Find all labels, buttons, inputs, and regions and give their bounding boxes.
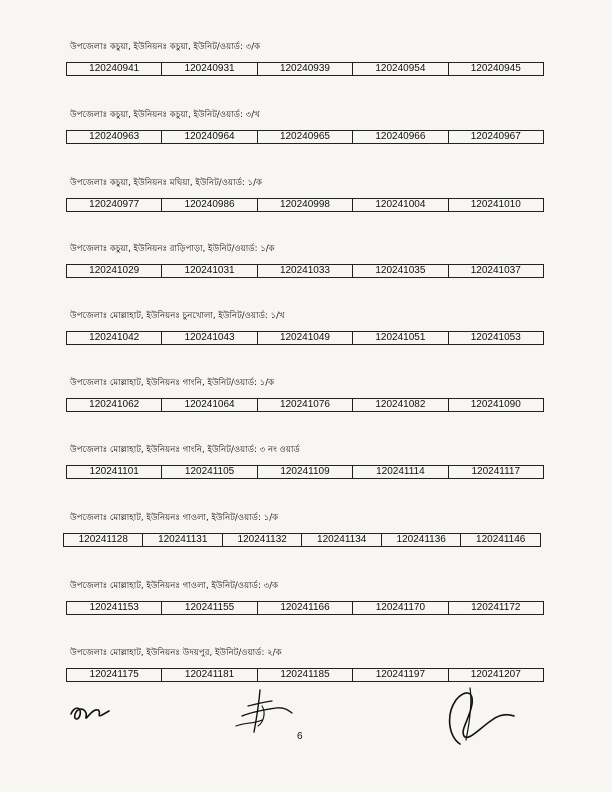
id-cell: 120241117 bbox=[448, 466, 543, 479]
id-table bbox=[66, 668, 544, 682]
id-cell: 120241146 bbox=[461, 534, 541, 547]
id-cell: 120241029 bbox=[67, 265, 162, 278]
id-cell: 120241181 bbox=[162, 669, 257, 682]
signature-center bbox=[232, 686, 294, 736]
id-cell: 120240965 bbox=[257, 131, 352, 144]
id-cell: 120240941 bbox=[67, 63, 162, 76]
section-heading: উপজেলাঃ কচুয়া, ইউনিয়নঃ কচুয়া, ইউনিট/ওয়ার্ড: ৩/খ bbox=[70, 110, 260, 120]
id-cell: 120240939 bbox=[257, 63, 352, 76]
id-cell: 120241166 bbox=[257, 602, 352, 615]
id-cell: 120241131 bbox=[143, 534, 222, 547]
id-cell: 120240986 bbox=[162, 199, 257, 212]
id-cell: 120241062 bbox=[67, 399, 162, 412]
id-table bbox=[66, 398, 544, 412]
id-cell: 120241132 bbox=[222, 534, 301, 547]
id-cell: 120241128 bbox=[64, 534, 143, 547]
id-cell: 120241170 bbox=[353, 602, 448, 615]
id-cell: 120241172 bbox=[448, 602, 543, 615]
section-heading: উপজেলাঃ মোল্লাহাট, ইউনিয়নঃ চুনখোলা, ইউনিট/ওয়ার্ড: ১/খ bbox=[70, 311, 285, 321]
section-heading: উপজেলাঃ মোল্লাহাট, ইউনিয়নঃ উদয়পুর, ইউনিট/ওয়ার্ড: ২/ক bbox=[70, 648, 282, 658]
id-cell: 120240963 bbox=[67, 131, 162, 144]
id-cell: 120241136 bbox=[381, 534, 460, 547]
id-cell: 120241031 bbox=[162, 265, 257, 278]
page-number: 6 bbox=[297, 731, 303, 742]
section-heading: উপজেলাঃ কচুয়া, ইউনিয়নঃ মঘিয়া, ইউনিট/ওয়ার্ড: ১/ক bbox=[70, 178, 263, 188]
id-cell: 120241049 bbox=[257, 332, 352, 345]
id-table bbox=[66, 465, 544, 479]
id-cell: 120241197 bbox=[353, 669, 448, 682]
id-cell: 120241155 bbox=[162, 602, 257, 615]
id-cell: 120241082 bbox=[353, 399, 448, 412]
id-cell: 120240967 bbox=[448, 131, 543, 144]
id-cell: 120241033 bbox=[257, 265, 352, 278]
id-cell: 120241037 bbox=[448, 265, 543, 278]
section-heading: উপজেলাঃ মোল্লাহাট, ইউনিয়নঃ গাংনি, ইউনিট/ওয়ার্ড: ১/ক bbox=[70, 378, 275, 388]
id-cell: 120240931 bbox=[162, 63, 257, 76]
id-cell: 120241076 bbox=[257, 399, 352, 412]
id-cell: 120240977 bbox=[67, 199, 162, 212]
id-cell: 120241101 bbox=[67, 466, 162, 479]
id-table bbox=[66, 601, 544, 615]
id-cell: 120240966 bbox=[353, 131, 448, 144]
id-cell: 120241043 bbox=[162, 332, 257, 345]
id-table bbox=[66, 331, 544, 345]
section-heading: উপজেলাঃ মোল্লাহাট, ইউনিয়নঃ গাওলা, ইউনিট/ওয়ার্ড: ৩/ক bbox=[70, 581, 279, 591]
signature-mark-left bbox=[68, 700, 112, 726]
id-cell: 120241090 bbox=[448, 399, 543, 412]
id-table bbox=[66, 130, 544, 144]
id-cell: 120241035 bbox=[353, 265, 448, 278]
id-cell: 120241004 bbox=[353, 199, 448, 212]
id-cell: 120241134 bbox=[302, 534, 381, 547]
id-cell: 120240964 bbox=[162, 131, 257, 144]
section-heading: উপজেলাঃ মোল্লাহাট, ইউনিয়নঃ গাওলা, ইউনিট/ওয়ার্ড: ১/ক bbox=[70, 513, 279, 523]
id-cell: 120241114 bbox=[353, 466, 448, 479]
id-cell: 120241010 bbox=[448, 199, 543, 212]
id-cell: 120241064 bbox=[162, 399, 257, 412]
section-heading: উপজেলাঃ মোল্লাহাট, ইউনিয়নঃ গাংনি, ইউনিট/ওয়ার্ড: ৩ নং ওয়ার্ড bbox=[70, 445, 300, 455]
id-table bbox=[66, 198, 544, 212]
id-table bbox=[63, 533, 541, 547]
id-cell: 120241153 bbox=[67, 602, 162, 615]
id-cell: 120241105 bbox=[162, 466, 257, 479]
id-cell: 120241175 bbox=[67, 669, 162, 682]
id-cell: 120241109 bbox=[257, 466, 352, 479]
id-cell: 120241207 bbox=[448, 669, 543, 682]
id-cell: 120240998 bbox=[257, 199, 352, 212]
id-cell: 120241042 bbox=[67, 332, 162, 345]
id-cell: 120241053 bbox=[448, 332, 543, 345]
id-table bbox=[66, 264, 544, 278]
id-cell: 120240954 bbox=[353, 63, 448, 76]
id-cell: 120240945 bbox=[448, 63, 543, 76]
id-table bbox=[66, 62, 544, 76]
id-cell: 120241051 bbox=[353, 332, 448, 345]
signature-right bbox=[440, 684, 518, 750]
section-heading: উপজেলাঃ কচুয়া, ইউনিয়নঃ রাড়িপাড়া, ইউনিট/ওয়ার্ড: ১/ক bbox=[70, 244, 275, 254]
section-heading: উপজেলাঃ কচুয়া, ইউনিয়নঃ কচুয়া, ইউনিট/ওয়ার্ড: ৩/ক bbox=[70, 42, 261, 52]
id-cell: 120241185 bbox=[257, 669, 352, 682]
